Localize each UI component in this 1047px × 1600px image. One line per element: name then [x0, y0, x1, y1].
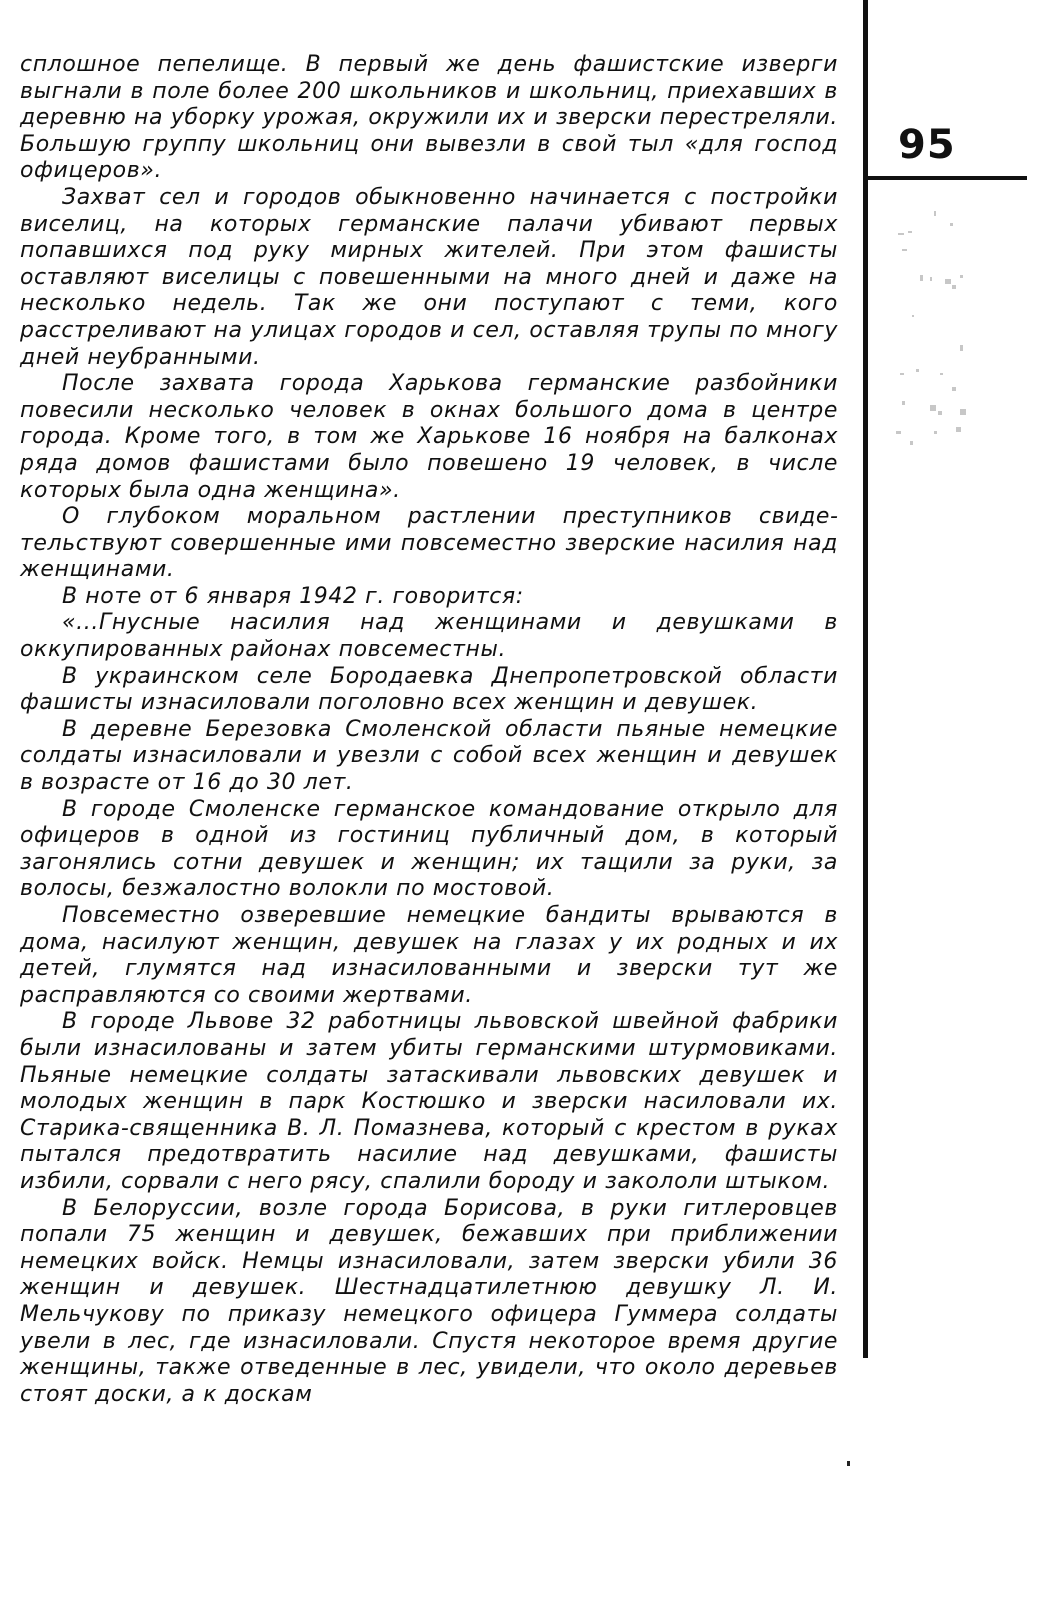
- paragraph: В украинском селе Бородаевка Днепропетровской области фашисты изнасиловали поголовно всех женщин и девушек.: [20, 663, 838, 716]
- paragraph: Захват сел и городов обыкновенно начинается с постройки виселиц, на которых германские палачи убивают первых попавшихся под руку мирных жителей. При этом фашисты оставляют виселицы с повешенными на много дней и даже на несколько недель. Так же они поступают с теми, кого расстреливают на улицах городов и сел, оставляя трупы по многу дней неубранными.: [20, 184, 838, 370]
- paragraph: сплошное пепелище. В первый же день фашистские изверги выгнали в поле более 200 школьников и школьниц, приехавших в деревню на уборку урожая, окружили их и зверски перестреляли. Большую группу школьниц они вывезли в свой тыл «для господ офицеров».: [20, 52, 838, 184]
- paragraph: В городе Львове 32 работницы львовской швейной фабрики были изнасилованы и затем убиты германскими штурмовиками. Пьяные немецкие солдаты затаскивали львовских девушек и молодых женщин в парк Костюшко и зверски насиловали их. Старика-священника В. Л. Помазнева, который с крестом в руках пытался предотвратить насилие над девушками, фашисты избили, сорвали с него рясу, спалили бороду и закололи штыком.: [20, 1009, 838, 1194]
- paragraph: В ноте от 6 января 1942 г. говорится:: [62, 583, 524, 609]
- scan-smudges: [890, 205, 980, 465]
- margin-mark: [845, 1458, 853, 1470]
- paragraph: После захвата города Харькова германские разбойники повесили несколько человек в окнах большого дома в центре города. Кроме того, в том же Харькове 16 ноября на балконах ряда домов фашистами было повешено 19 человек, в числе которых была одна женщина».: [20, 371, 838, 503]
- vertical-rule: [863, 0, 868, 1358]
- paragraph: В городе Смоленске германское командование открыло для офицеров в одной из гостиниц публичный дом, в который загонялись сотни девушек и женщин; их тащили за руки, за волосы, безжалостно волокли по мостовой.: [20, 796, 838, 902]
- body-text: [20, 52, 838, 1408]
- page-number: 95: [898, 122, 956, 168]
- paragraph: «...Гнусные насилия над женщинами и девушками в оккупированных районах повсеместны.: [20, 610, 838, 663]
- paragraph: В Белоруссии, возле города Борисова, в руки гитлеровцев попали 75 женщин и девушек, бежавших при приближении немецких войск. Немцы изнасиловали, затем зверски убили 36 женщин и девушек. Шестнадцатилетнюю девушку Л. И. Мельчукову по приказу немецкого офицера Гуммера солдаты увели в лес, где изнасиловали. Спустя некоторое время другие женщины, также отведенные в лес, увидели, что около деревьев стоят доски, а к доскам: [20, 1195, 838, 1407]
- paragraph: О глубоком моральном растлении преступников свидетельствуют совершенные ими повсеместно зверские насилия над женщинами.: [20, 504, 838, 583]
- paragraph: Повсеместно озверевшие немецкие бандиты врываются в дома, насилуют женщин, девушек на глазах у их родных и их детей, глумятся над изнасилованными и зверски тут же расправляются со своими жертвами.: [20, 903, 838, 1008]
- paragraph: В деревне Березовка Смоленской области пьяные немецкие солдаты изнасиловали и увезли с собой всех женщин и девушек в возрасте от 16 до 30 лет.: [20, 716, 838, 796]
- horizontal-rule: [863, 176, 1027, 180]
